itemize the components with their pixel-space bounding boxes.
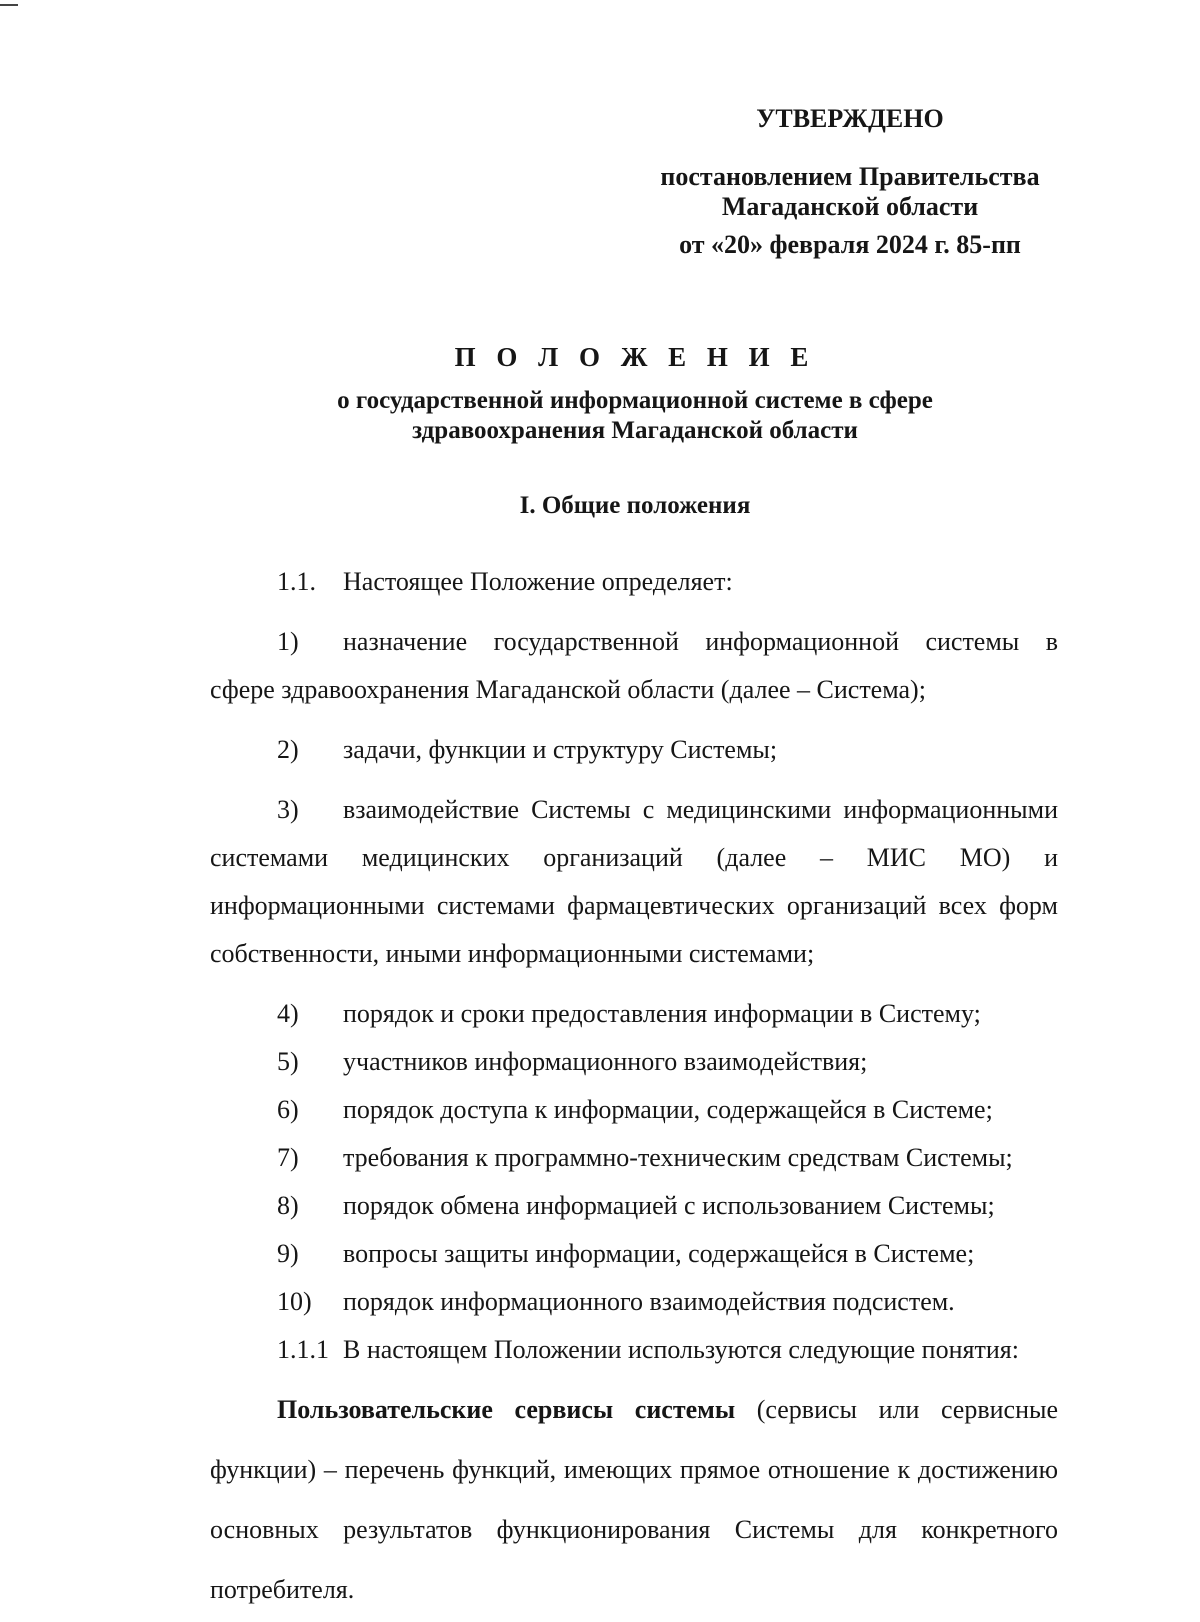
approval-block xyxy=(640,104,1060,260)
list-item-number: 10) xyxy=(277,1287,312,1316)
list-item-1 xyxy=(210,618,1058,666)
list-item-text-line: системами медицинских организаций (далее – МИС МО) и xyxy=(210,843,1058,872)
clause-1-1-1 xyxy=(210,1326,1058,1374)
list-item-text: участников информационного взаимодействия; xyxy=(343,1047,868,1076)
list-item-number: 6) xyxy=(277,1095,299,1124)
clause-number: 1.1. xyxy=(277,567,316,596)
list-item-text-line: сфере здравоохранения Магаданской области (далее – Система); xyxy=(210,675,926,704)
list-item-text-line: назначение государственной информационной системы в xyxy=(343,627,1058,656)
document-subtitle-line-2: здравоохранения Магаданской области xyxy=(412,417,858,444)
list-item-3 xyxy=(210,786,1058,834)
clause-1-1 xyxy=(210,558,1058,606)
scan-edge-mark xyxy=(0,4,18,6)
approval-stamp: УТВЕРЖДЕНО xyxy=(756,104,944,133)
list-item-number: 5) xyxy=(277,1047,299,1076)
list-item-text: порядок доступа к информации, содержащейся в Системе; xyxy=(343,1095,993,1124)
list-item-8 xyxy=(210,1182,1058,1230)
list-item-text: вопросы защиты информации, содержащейся в Системе; xyxy=(343,1239,975,1268)
list-item-text-line: информационными системами фармацевтических организаций всех форм xyxy=(210,891,1058,920)
list-item-number: 8) xyxy=(277,1191,299,1220)
list-item-text: порядок информационного взаимодействия подсистем. xyxy=(343,1287,955,1316)
list-item-2 xyxy=(210,726,1058,774)
clause-text: В настоящем Положении используются следующие понятия: xyxy=(343,1335,1019,1364)
list-item-9 xyxy=(210,1230,1058,1278)
approval-date-line: от «20» февраля 2024 г. 85-пп xyxy=(679,230,1021,259)
title-block xyxy=(210,340,1060,446)
list-item-text-line: собственности, иными информационными системами; xyxy=(210,939,815,968)
clause-text: Настоящее Положение определяет: xyxy=(343,567,733,596)
list-item-text: порядок и сроки предоставления информации в Систему; xyxy=(343,999,981,1028)
document-title: П О Л О Ж Е Н И Е xyxy=(454,342,816,372)
document-subtitle-line-1: о государственной информационной системе в сфере xyxy=(337,387,933,414)
list-item-number: 2) xyxy=(277,735,299,764)
list-item-number: 9) xyxy=(277,1239,299,1268)
definition-line: функции) – перечень функций, имеющих прямое отношение к достижению xyxy=(210,1455,1058,1484)
list-item-number: 1) xyxy=(277,627,299,656)
list-item-text: задачи, функции и структуру Системы; xyxy=(343,735,778,764)
list-item-10 xyxy=(210,1278,1058,1326)
list-item-text: требования к программно-техническим средствам Системы; xyxy=(343,1143,1013,1172)
list-item-6 xyxy=(210,1086,1058,1134)
list-item-5 xyxy=(210,1038,1058,1086)
clause-number: 1.1.1 xyxy=(277,1335,329,1364)
approval-line-2: постановлением Правительства xyxy=(660,162,1040,191)
approval-line-3: Магаданской области xyxy=(721,192,979,221)
list-item-number: 7) xyxy=(277,1143,299,1172)
document-body xyxy=(210,558,1058,1614)
definition-line: потребителя. xyxy=(210,1575,355,1604)
list-item-text: порядок обмена информацией с использованием Системы; xyxy=(343,1191,995,1220)
list-item-number: 3) xyxy=(277,795,299,824)
list-item-number: 4) xyxy=(277,999,299,1028)
list-item-4 xyxy=(210,990,1058,1038)
list-item-7 xyxy=(210,1134,1058,1182)
definition-term-note: (сервисы или сервисные xyxy=(756,1395,1059,1424)
section-heading: I. Общие положения xyxy=(519,492,751,519)
definition-first-line xyxy=(210,1386,1058,1434)
definition-line: основных результатов функционирования Системы для конкретного xyxy=(210,1515,1058,1544)
definition-line xyxy=(277,1386,1058,1434)
definition-term: Пользовательские сервисы системы xyxy=(277,1395,736,1424)
list-item-text-line: взаимодействие Системы с медицинскими информационными xyxy=(343,795,1058,824)
document-subtitle xyxy=(210,386,1060,446)
